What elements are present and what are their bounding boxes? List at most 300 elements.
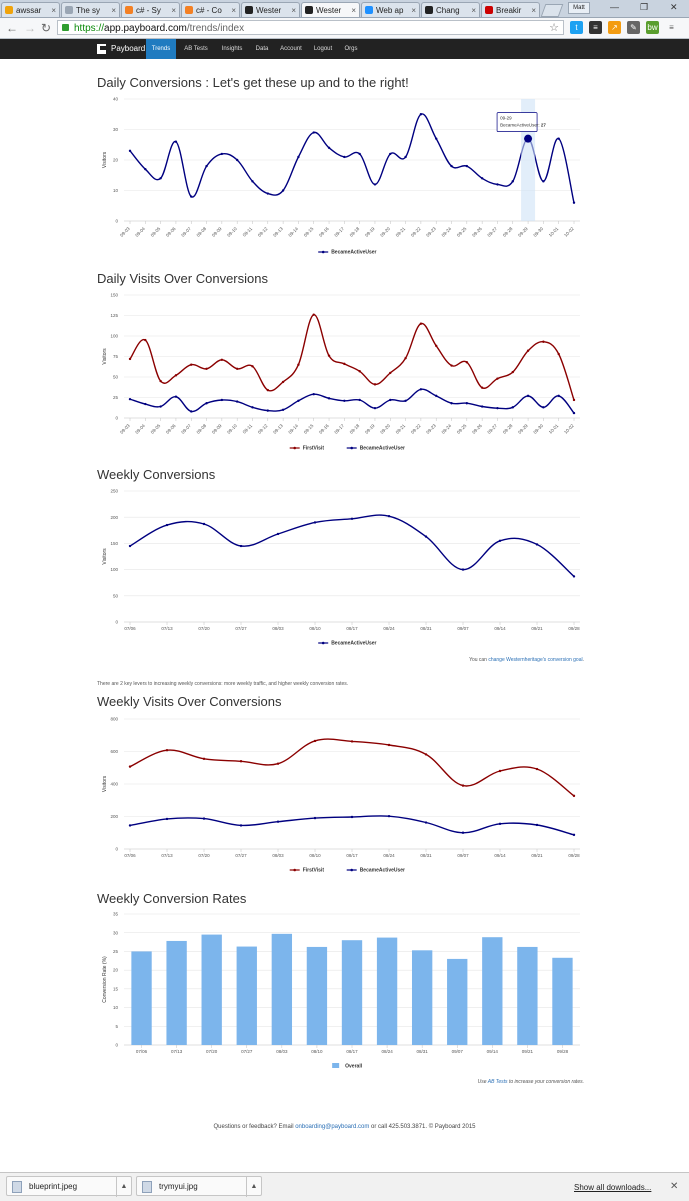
x-tick-label: 09-21 [394, 226, 407, 238]
data-point [205, 402, 207, 404]
legend-marker [350, 869, 353, 872]
data-point [343, 400, 345, 402]
tab-label: The sy [76, 6, 101, 15]
y-axis-label: Visitors [102, 775, 108, 793]
data-point [374, 407, 376, 409]
data-point [499, 540, 501, 542]
close-window-icon[interactable]: ✕ [670, 2, 678, 12]
data-point [481, 177, 483, 179]
x-tick-label: 09-19 [363, 423, 376, 435]
data-point [496, 407, 498, 409]
data-point [313, 131, 315, 133]
data-point [190, 410, 192, 412]
x-tick-label: 09-26 [471, 423, 483, 435]
x-tick-label: 09-05 [149, 423, 162, 435]
x-tick-label: 08/17 [346, 1049, 358, 1054]
ab-note-prefix: Use [477, 1079, 488, 1085]
hover-point [524, 135, 532, 143]
data-point [351, 518, 353, 520]
download-item[interactable] [136, 1176, 262, 1196]
data-point [175, 374, 177, 376]
tab-label: Breakir [496, 6, 522, 15]
y-tick-label: 75 [112, 354, 118, 360]
download-bar [0, 1172, 689, 1201]
x-tick-label: 09-29 [517, 226, 529, 238]
data-point [251, 180, 253, 182]
twitter-ext-icon[interactable]: t [570, 21, 583, 34]
nav-item-trends[interactable]: Trends [146, 39, 176, 59]
payboard-logo-icon [97, 44, 106, 54]
data-point [536, 768, 538, 770]
y-tick-label: 125 [110, 313, 118, 319]
levers-note: There are 2 key levers to increasing weekly conversions: more weekly traffic, and higher weekly conversion rates. [97, 681, 349, 687]
x-tick-label: 09-08 [195, 226, 208, 238]
data-point [343, 363, 345, 365]
footer [0, 1124, 689, 1130]
download-filename: blueprint.jpeg [29, 1182, 78, 1191]
data-point [236, 368, 238, 370]
y-tick-label: 25 [112, 949, 118, 955]
legend-label: FirstVisit [302, 445, 325, 452]
tab-favicon-icon [365, 6, 373, 14]
download-menu-chevron-icon[interactable]: ▲ [246, 1177, 261, 1197]
data-point [203, 758, 205, 760]
x-tick-label: 09/14 [494, 626, 506, 631]
x-tick-label: 09-30 [532, 423, 545, 435]
tab-label: Chang [436, 6, 460, 15]
x-tick-label: 09-22 [409, 226, 422, 238]
forward-icon[interactable]: → [24, 21, 36, 35]
x-tick-label: 09-25 [455, 226, 468, 238]
tooltip-series: BecameActiveUser: 27 [500, 122, 546, 128]
daily-conversions-chart [0, 92, 689, 277]
x-tick-label: 08/10 [309, 626, 321, 631]
nav-item-ab-tests[interactable]: AB Tests [184, 46, 208, 52]
bar [237, 947, 257, 1045]
x-tick-label: 08/31 [420, 626, 432, 631]
x-tick-label: 08/17 [346, 626, 358, 631]
browser-tab[interactable] [361, 2, 420, 17]
data-point [277, 762, 279, 764]
weekly-conversions-title: Weekly Conversions [97, 467, 216, 482]
daily-conversions-title: Daily Conversions : Let's get these up and to the right! [97, 75, 409, 90]
tab-close-icon[interactable]: × [111, 6, 116, 15]
y-tick-label: 0 [115, 619, 118, 625]
data-point [466, 361, 468, 363]
legend-label: BecameActiveUser [359, 867, 406, 874]
reload-icon[interactable]: ↻ [41, 21, 52, 35]
x-tick-label: 09/21 [521, 1049, 534, 1054]
y-tick-label: 800 [110, 716, 118, 722]
url-path: /trends/index [186, 23, 245, 34]
x-tick-label: 08/24 [381, 1049, 393, 1054]
nav-item-data[interactable]: Data [255, 46, 269, 52]
data-point [450, 165, 452, 167]
x-tick-label: 09-23 [425, 423, 437, 435]
tab-close-icon[interactable]: × [51, 6, 56, 15]
tab-label: Wester [256, 6, 282, 15]
y-tick-label: 50 [112, 593, 118, 599]
y-axis-label: Visitors [102, 151, 108, 169]
back-icon[interactable]: ← [6, 21, 18, 35]
browser-tab[interactable] [61, 2, 120, 17]
chart-ext-icon[interactable]: ↗ [608, 21, 621, 34]
y-tick-label: 25 [112, 395, 118, 401]
tab-close-icon[interactable]: × [411, 6, 416, 15]
data-point [129, 150, 131, 152]
restore-icon[interactable]: ❐ [640, 2, 649, 12]
data-point [351, 816, 353, 818]
tab-label: awssar [16, 6, 42, 15]
y-tick-label: 10 [112, 1005, 118, 1011]
data-point [466, 402, 468, 404]
tab-close-icon[interactable]: × [531, 6, 536, 15]
url-scheme: https:// [74, 23, 105, 34]
change-goal-link[interactable]: change Westernheritage's conversion goal [488, 657, 583, 663]
data-point [466, 165, 468, 167]
x-tick-label: 09-13 [272, 226, 284, 238]
data-point [512, 406, 514, 408]
bar [482, 937, 502, 1045]
data-point [404, 156, 406, 158]
x-tick-label: 09-08 [195, 423, 208, 435]
data-point [314, 740, 316, 742]
data-point [425, 821, 427, 823]
data-point [481, 386, 483, 388]
new-tab-button[interactable] [541, 4, 564, 17]
address-bar[interactable] [57, 20, 564, 35]
data-point [328, 354, 330, 356]
data-point [573, 834, 575, 836]
y-tick-label: 0 [115, 415, 118, 421]
ab-note-suffix: to increase your conversion rates. [507, 1079, 584, 1085]
weekly-visits-title: Weekly Visits Over Conversions [97, 694, 282, 709]
data-point [129, 765, 131, 767]
data-point [388, 815, 390, 817]
x-tick-label: 07/06 [124, 853, 136, 858]
menu-icon[interactable]: ≡ [669, 23, 674, 32]
y-tick-label: 600 [110, 749, 118, 755]
y-tick-label: 200 [110, 514, 118, 520]
x-tick-label: 09-11 [241, 226, 254, 238]
data-point [435, 395, 437, 397]
data-point [190, 195, 192, 197]
x-tick-label: 10-02 [563, 423, 575, 435]
series-line [130, 739, 574, 796]
data-point [221, 153, 223, 155]
data-point [536, 824, 538, 826]
data-point [557, 353, 559, 355]
tab-favicon-icon [425, 6, 433, 14]
data-point [358, 370, 360, 372]
bw-ext-icon[interactable]: bw [647, 23, 658, 32]
data-point [388, 744, 390, 746]
x-tick-label: 08/10 [309, 853, 321, 858]
y-tick-label: 150 [110, 541, 118, 546]
nav-item-orgs[interactable]: Orgs [344, 46, 358, 52]
footer-suffix: or call 425.503.3871. © Payboard 2015 [369, 1124, 476, 1130]
legend-swatch [332, 1063, 339, 1068]
data-point [166, 524, 168, 526]
minimize-icon[interactable]: — [610, 2, 619, 12]
x-tick-label: 09-29 [517, 423, 529, 435]
x-tick-label: 08/03 [272, 626, 284, 631]
browser-tab[interactable] [121, 2, 180, 17]
x-tick-label: 09-07 [180, 423, 192, 435]
x-tick-label: 09-20 [379, 226, 391, 238]
x-tick-label: 08/03 [272, 853, 284, 858]
buffer-ext-icon[interactable]: ≡ [589, 21, 602, 34]
tab-favicon-icon [245, 6, 253, 14]
data-point [573, 399, 575, 401]
legend-marker [322, 642, 325, 645]
tab-label: Wester [316, 6, 342, 15]
bar [166, 941, 186, 1045]
goal-note-suffix: . [582, 657, 584, 663]
series-line [130, 816, 574, 835]
data-point [251, 406, 253, 408]
y-tick-label: 20 [112, 157, 118, 163]
bookmark-star-icon[interactable]: ☆ [549, 22, 559, 34]
data-point [159, 405, 161, 407]
browser-tab[interactable] [481, 2, 540, 17]
tooltip-value: 27 [540, 122, 546, 128]
data-point [499, 823, 501, 825]
x-tick-label: 09-14 [287, 226, 300, 238]
x-tick-label: 07/13 [161, 626, 173, 631]
x-tick-label: 09-16 [318, 423, 330, 435]
ab-tests-link[interactable]: AB Tests [487, 1079, 508, 1085]
x-tick-label: 09-09 [210, 226, 223, 238]
weekly-rates-chart [0, 908, 689, 1073]
nav-item-logout[interactable]: Logout [313, 46, 333, 52]
nav-item-account[interactable]: Account [280, 46, 302, 52]
bar [342, 940, 362, 1045]
x-tick-label: 09-20 [379, 423, 391, 435]
x-tick-label: 07/27 [241, 1049, 253, 1054]
x-tick-label: 09-13 [272, 423, 284, 435]
x-tick-label: 09-22 [409, 423, 422, 435]
x-tick-label: 09-06 [164, 226, 177, 238]
data-point [175, 395, 177, 397]
x-tick-label: 07/13 [161, 853, 173, 858]
data-point [374, 383, 376, 385]
app-navbar [0, 39, 689, 59]
brand[interactable] [97, 39, 145, 59]
weekly-conversions-chart [0, 484, 689, 649]
x-tick-label: 07/13 [170, 1049, 183, 1054]
download-item[interactable] [6, 1176, 132, 1196]
data-point [388, 515, 390, 517]
data-point [435, 137, 437, 139]
x-tick-label: 07/27 [235, 853, 247, 858]
bar [131, 951, 151, 1045]
data-point [542, 406, 544, 408]
tab-close-icon[interactable]: × [231, 6, 236, 15]
x-tick-label: 09-12 [256, 226, 269, 238]
legend-marker [293, 447, 296, 450]
x-tick-label: 10-02 [563, 226, 575, 238]
close-download-bar-icon[interactable]: ✕ [670, 1181, 679, 1192]
x-tick-label: 07/06 [135, 1049, 148, 1054]
data-point [420, 113, 422, 115]
data-point [527, 350, 529, 352]
data-point [203, 817, 205, 819]
data-point [236, 159, 238, 161]
x-tick-label: 09-07 [180, 226, 192, 238]
x-tick-label: 09/07 [457, 853, 469, 858]
y-tick-label: 100 [110, 567, 118, 573]
data-point [462, 568, 464, 570]
x-tick-label: 09-21 [394, 423, 407, 435]
x-tick-label: 09-15 [302, 423, 315, 435]
data-point [573, 575, 575, 577]
email-link[interactable]: onboarding@payboard.com [295, 1124, 370, 1130]
data-point [221, 359, 223, 361]
tab-close-icon[interactable]: × [171, 6, 176, 15]
y-tick-label: 0 [115, 218, 118, 224]
x-tick-label: 09-27 [486, 423, 499, 435]
tab-label: c# - Sy [136, 6, 161, 15]
browser-tab[interactable] [301, 2, 360, 17]
x-tick-label: 10-01 [547, 423, 560, 435]
data-point [221, 399, 223, 401]
data-point [144, 403, 146, 405]
x-tick-label: 08/24 [383, 626, 395, 631]
data-point [236, 400, 238, 402]
x-tick-label: 07/06 [124, 626, 136, 631]
tab-close-icon[interactable]: × [291, 6, 296, 15]
legend-label: BecameActiveUser [331, 640, 377, 647]
legend-marker [293, 869, 296, 872]
data-point [404, 400, 406, 402]
tab-favicon-icon [185, 6, 193, 14]
url-host: app.payboard.com [104, 23, 187, 34]
x-tick-label: 09-28 [501, 423, 514, 435]
data-point [277, 821, 279, 823]
x-tick-label: 08/31 [416, 1049, 428, 1054]
data-point [481, 405, 483, 407]
data-point [282, 189, 284, 191]
x-tick-label: 09-26 [471, 226, 483, 238]
data-point [205, 368, 207, 370]
data-point [129, 545, 131, 547]
browser-user-chip[interactable]: Matt [568, 2, 590, 14]
data-point [358, 399, 360, 401]
x-tick-label: 07/20 [206, 1049, 218, 1054]
x-tick-label: 08/03 [276, 1049, 288, 1054]
browser-tab-strip [0, 0, 689, 18]
tab-close-icon[interactable]: × [471, 6, 476, 15]
data-point [389, 153, 391, 155]
tab-close-icon[interactable]: × [351, 6, 356, 15]
nav-item-insights[interactable]: Insights [221, 46, 243, 52]
x-tick-label: 09-04 [134, 226, 147, 238]
x-tick-label: 09-24 [440, 226, 453, 238]
conversion-goal-note [469, 657, 584, 663]
x-tick-label: 09/21 [531, 626, 543, 631]
x-tick-label: 08/24 [383, 853, 395, 858]
data-point [462, 784, 464, 786]
x-tick-label: 09-25 [455, 423, 468, 435]
x-tick-label: 09-03 [119, 226, 131, 238]
browser-tab[interactable] [421, 2, 480, 17]
x-tick-label: 10-01 [547, 226, 560, 238]
x-tick-label: 09-28 [501, 226, 514, 238]
x-tick-label: 09-24 [440, 423, 453, 435]
data-point [573, 795, 575, 797]
y-tick-label: 250 [110, 488, 118, 494]
x-tick-label: 09/28 [568, 853, 580, 858]
y-tick-label: 30 [112, 127, 118, 133]
file-icon [142, 1181, 152, 1193]
x-tick-label: 09-09 [210, 423, 223, 435]
show-all-downloads-link[interactable]: Show all downloads... [574, 1183, 652, 1192]
data-point [297, 364, 299, 366]
data-point [374, 183, 376, 185]
data-point [573, 412, 575, 414]
tooltip-category: 09-29 [500, 115, 512, 121]
data-point [557, 395, 559, 397]
x-tick-label: 09-10 [226, 423, 238, 435]
data-point [159, 177, 161, 179]
data-point [389, 372, 391, 374]
data-point [527, 395, 529, 397]
y-tick-label: 10 [112, 188, 118, 194]
data-point [425, 753, 427, 755]
x-tick-label: 09-10 [226, 226, 238, 238]
x-tick-label: 09-27 [486, 226, 499, 238]
goal-note-prefix: You can [469, 657, 489, 663]
data-point [450, 364, 452, 366]
browser-tab[interactable] [1, 2, 60, 17]
weekly-visits-chart [0, 712, 689, 882]
y-tick-label: 35 [112, 911, 118, 917]
x-tick-label: 09-15 [302, 226, 315, 238]
download-menu-chevron-icon[interactable]: ▲ [116, 1177, 131, 1197]
browser-tab[interactable] [241, 2, 300, 17]
bar [447, 959, 467, 1045]
bar [202, 935, 222, 1045]
data-point [297, 156, 299, 158]
data-point [389, 399, 391, 401]
data-point [240, 824, 242, 826]
x-tick-label: 09-16 [318, 226, 330, 238]
data-point [129, 358, 131, 360]
data-point [314, 817, 316, 819]
x-tick-label: 09-17 [333, 423, 346, 435]
y-axis-label: Conversion Rate (%) [102, 956, 108, 1003]
data-point [297, 400, 299, 402]
browser-tab[interactable] [181, 2, 240, 17]
data-point [542, 341, 544, 343]
lock-icon [62, 24, 69, 31]
data-point [240, 760, 242, 762]
x-tick-label: 09-19 [363, 226, 376, 238]
x-tick-label: 08/31 [420, 853, 432, 858]
y-tick-label: 20 [112, 967, 118, 973]
data-point [328, 147, 330, 149]
data-point [240, 545, 242, 547]
legend-label: BecameActiveUser [331, 249, 377, 256]
bar [307, 947, 327, 1045]
data-point [573, 202, 575, 204]
data-point [251, 365, 253, 367]
eyedropper-ext-icon[interactable]: ✎ [627, 21, 640, 34]
x-tick-label: 09/28 [568, 626, 580, 631]
data-point [159, 380, 161, 382]
legend-label: BecameActiveUser [359, 445, 406, 452]
